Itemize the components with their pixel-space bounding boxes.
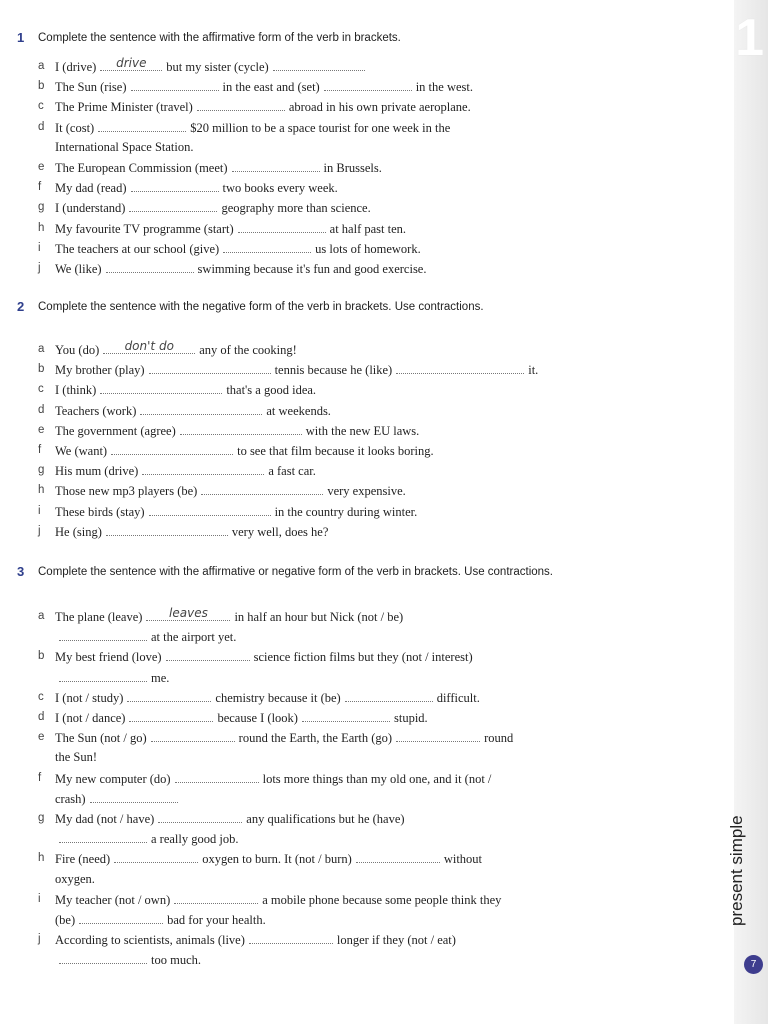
handwritten-answer: leaves: [169, 606, 208, 620]
sentence-text: but my sister (cycle): [166, 60, 269, 74]
sentence-text: in Brussels.: [323, 161, 382, 175]
answer-blank[interactable]: [98, 117, 186, 132]
answer-blank[interactable]: [103, 339, 195, 354]
sentence-text: it.: [528, 363, 539, 378]
sentence-text: It (cost): [55, 120, 95, 135]
item-text: [55, 440, 434, 461]
sentence-text: Fire (need): [55, 852, 111, 867]
sentence-text: My teacher (not / own): [55, 892, 171, 907]
exercise-instructions: Complete the sentence with the negative form of the verb in brackets. Use contractions.: [38, 301, 484, 313]
sentence-text: The Sun (not / go): [55, 731, 147, 746]
answer-blank[interactable]: [180, 420, 302, 435]
sentence-text: These birds (stay): [55, 504, 145, 519]
sentence-text: geography more than science.: [221, 201, 371, 216]
answer-blank[interactable]: [79, 909, 163, 924]
item-letter: e: [38, 731, 45, 744]
item-letter: a: [38, 343, 45, 355]
sentence-text: in the west.: [415, 80, 473, 95]
sentence-text: very expensive.: [327, 484, 406, 499]
item-text: [55, 400, 331, 421]
sentence-text: The teachers at our school (give): [55, 241, 220, 256]
answer-blank[interactable]: [356, 848, 440, 863]
item-text: [55, 667, 169, 688]
item-text: [55, 420, 419, 441]
sentence-text: I (not / study): [55, 690, 124, 705]
item-letter: a: [38, 60, 45, 72]
item-letter: e: [38, 161, 45, 173]
answer-blank[interactable]: [100, 379, 222, 394]
corner-unit-number: 1: [735, 9, 764, 67]
exercise-instructions: Complete the sentence with the affirmative form of the verb in brackets.: [38, 32, 401, 44]
answer-blank[interactable]: [158, 808, 242, 823]
item-letter: g: [38, 464, 45, 477]
sentence-text: He (sing): [55, 524, 102, 539]
sentence-text: The European Commission (meet): [55, 161, 228, 175]
sentence-text: in the country during winter.: [274, 504, 418, 519]
sentence-text: at half past ten.: [329, 221, 407, 236]
item-letter: h: [38, 221, 45, 234]
item-letter: d: [38, 120, 45, 133]
sentence-text: Those new mp3 players (be): [55, 484, 198, 499]
item-letter: b: [38, 363, 45, 376]
sentence-text: science fiction films but they (not / interest): [253, 650, 473, 665]
sentence-text: in half an hour but Nick (not / be): [234, 610, 404, 624]
item-letter: f: [38, 771, 42, 784]
answer-blank[interactable]: [140, 400, 262, 415]
answer-blank[interactable]: [197, 96, 285, 111]
item-text: [55, 929, 456, 950]
sentence-text: You (do): [55, 343, 100, 357]
item-text: [55, 379, 316, 400]
sentence-text: I (drive): [55, 60, 97, 74]
item-text: [55, 359, 538, 380]
sentence-text: stupid.: [393, 711, 428, 725]
sentence-text: a mobile phone because some people think they: [262, 892, 502, 907]
handwritten-answer: drive: [116, 56, 147, 70]
item-text: [55, 56, 369, 77]
answer-blank[interactable]: [396, 727, 480, 742]
item-letter: g: [38, 812, 45, 824]
sentence-text: without: [443, 852, 483, 867]
sentence-text: My new computer (do): [55, 771, 171, 786]
item-text: [55, 96, 471, 117]
exercise-number: 2: [17, 299, 25, 314]
answer-blank[interactable]: [201, 480, 323, 495]
item-text: [55, 768, 491, 789]
answer-blank[interactable]: [129, 197, 217, 212]
item-letter: h: [38, 484, 45, 497]
sentence-text: We (like): [55, 262, 102, 276]
sentence-text: $20 million to be a space tourist for one week in the: [190, 120, 451, 135]
item-letter: d: [38, 403, 45, 416]
answer-blank[interactable]: [149, 359, 271, 374]
answer-blank[interactable]: [223, 238, 311, 253]
item-text: [55, 909, 266, 930]
item-text: [55, 747, 97, 767]
sentence-text: me.: [151, 670, 170, 685]
page-number: 7: [744, 955, 763, 974]
sentence-text: bad for your health.: [167, 913, 266, 927]
sentence-text: The Sun (rise): [55, 80, 127, 95]
sentence-text: The government (agree): [55, 423, 176, 438]
item-text: [55, 117, 450, 138]
item-text: [55, 727, 513, 748]
item-text: [55, 646, 473, 667]
item-letter: h: [38, 852, 45, 865]
answer-blank[interactable]: [106, 258, 194, 273]
side-label: present simple: [727, 815, 746, 926]
sentence-text: (be): [55, 913, 76, 927]
answer-blank[interactable]: [174, 889, 258, 904]
answer-blank[interactable]: [302, 707, 390, 722]
item-letter: c: [38, 100, 44, 113]
item-letter: j: [38, 262, 41, 274]
item-text: [55, 889, 501, 910]
answer-blank[interactable]: [324, 76, 412, 91]
answer-blank[interactable]: [131, 76, 219, 91]
answer-blank[interactable]: [273, 56, 365, 71]
answer-blank[interactable]: [129, 707, 213, 722]
sentence-text: round the Earth, the Earth (go): [238, 731, 393, 746]
sentence-text: at weekends.: [266, 403, 331, 418]
answer-blank[interactable]: [111, 440, 233, 455]
exercise-number: 1: [17, 30, 25, 45]
item-letter: f: [38, 444, 42, 456]
item-text: [55, 258, 426, 279]
item-letter: i: [38, 241, 41, 254]
item-letter: f: [38, 181, 42, 194]
answer-blank[interactable]: [142, 460, 264, 475]
sentence-text: My favourite TV programme (start): [55, 221, 234, 236]
item-text: [55, 238, 421, 259]
answer-blank[interactable]: [238, 218, 326, 233]
item-letter: c: [38, 383, 44, 396]
item-letter: b: [38, 650, 45, 663]
item-text: [55, 157, 382, 178]
sentence-text: I (understand): [55, 201, 126, 216]
exercise-number: 3: [17, 564, 25, 579]
item-text: [55, 869, 95, 889]
item-letter: j: [38, 933, 41, 946]
item-letter: c: [38, 690, 44, 703]
item-text: [55, 848, 482, 869]
sentence-text: the Sun!: [55, 750, 98, 765]
item-text: [55, 808, 405, 829]
sentence-text: My brother (play): [55, 363, 145, 378]
handwritten-answer: don't do: [124, 339, 174, 353]
sentence-text: chemistry because it (be): [215, 690, 341, 705]
item-text: [55, 339, 297, 360]
answer-blank[interactable]: [90, 788, 178, 803]
sentence-text: oxygen.: [55, 871, 95, 886]
sentence-text: very well, does he?: [231, 524, 329, 539]
exercise-instructions: Complete the sentence with the affirmative or negative form of the verb in brackets. Use contractions.: [38, 566, 553, 578]
sentence-text: that's a good idea.: [226, 383, 317, 398]
item-text: [55, 460, 316, 481]
sentence-text: My dad (read): [55, 181, 127, 196]
answer-blank[interactable]: [59, 667, 147, 682]
sentence-text: My dad (not / have): [55, 812, 155, 826]
sentence-text: difficult.: [436, 690, 480, 705]
item-text: [55, 137, 194, 157]
sentence-text: oxygen to burn. It (not / burn): [202, 852, 352, 867]
answer-blank[interactable]: [166, 646, 250, 661]
item-text: [55, 76, 473, 97]
sentence-text: longer if they (not / eat): [336, 933, 456, 948]
sentence-text: two books every week.: [222, 181, 338, 196]
item-letter: j: [38, 524, 41, 537]
item-text: [55, 521, 328, 542]
answer-blank[interactable]: [345, 687, 433, 702]
sentence-text: According to scientists, animals (live): [55, 933, 245, 948]
sentence-text: a really good job.: [151, 832, 239, 847]
answer-blank[interactable]: [131, 177, 219, 192]
sentence-text: swimming because it's fun and good exercise.: [197, 262, 427, 276]
item-text: [55, 501, 417, 522]
sentence-text: I (think): [55, 383, 97, 398]
sentence-text: tennis because he (like): [274, 363, 393, 378]
sentence-text: a fast car.: [268, 464, 316, 479]
item-text: [55, 788, 182, 809]
answer-blank[interactable]: [59, 828, 147, 843]
answer-blank[interactable]: [106, 521, 228, 536]
sentence-text: The Prime Minister (travel): [55, 100, 193, 115]
item-text: [55, 177, 338, 198]
sentence-text: The plane (leave): [55, 610, 143, 624]
item-text: [55, 687, 480, 708]
item-text: [55, 828, 238, 849]
sentence-text: any of the cooking!: [199, 343, 297, 357]
answer-blank[interactable]: [59, 626, 147, 641]
sentence-text: I (not / dance): [55, 711, 126, 725]
answer-blank[interactable]: [114, 848, 198, 863]
sentence-text: too much.: [151, 953, 201, 968]
sentence-text: crash): [55, 791, 86, 806]
answer-blank[interactable]: [127, 687, 211, 702]
sentence-text: round: [484, 731, 514, 746]
sentence-text: International Space Station.: [55, 139, 194, 154]
item-letter: b: [38, 80, 45, 93]
item-text: [55, 606, 403, 627]
sentence-text: in the east and (set): [222, 80, 320, 95]
sentence-text: We (want): [55, 444, 108, 458]
answer-blank[interactable]: [232, 157, 320, 172]
item-letter: e: [38, 423, 45, 436]
sentence-text: My best friend (love): [55, 650, 162, 665]
item-letter: d: [38, 711, 45, 723]
sentence-text: because I (look): [217, 711, 298, 725]
sentence-text: us lots of homework.: [315, 241, 421, 256]
answer-blank[interactable]: [175, 768, 259, 783]
item-text: [55, 218, 406, 239]
item-text: [55, 480, 406, 501]
item-letter: g: [38, 201, 45, 214]
answer-blank[interactable]: [151, 727, 235, 742]
item-text: [55, 197, 371, 218]
item-text: [55, 949, 201, 970]
item-letter: a: [38, 610, 45, 622]
sentence-text: lots more things than my old one, and it (not /: [262, 771, 492, 786]
item-text: [55, 707, 428, 728]
answer-blank[interactable]: [249, 929, 333, 944]
sentence-text: at the airport yet.: [151, 630, 237, 645]
sentence-text: His mum (drive): [55, 464, 139, 479]
sentence-text: any qualifications but he (have): [246, 812, 405, 826]
answer-blank[interactable]: [396, 359, 524, 374]
sentence-text: Teachers (work): [55, 403, 137, 418]
answer-blank[interactable]: [146, 606, 230, 621]
item-letter: i: [38, 892, 41, 905]
item-text: [55, 626, 236, 647]
answer-blank[interactable]: [100, 56, 162, 71]
answer-blank[interactable]: [59, 949, 147, 964]
sentence-text: to see that film because it looks boring.: [237, 444, 434, 458]
sentence-text: abroad in his own private aeroplane.: [288, 100, 471, 115]
answer-blank[interactable]: [149, 501, 271, 516]
sentence-text: with the new EU laws.: [305, 423, 420, 438]
item-letter: i: [38, 504, 41, 517]
